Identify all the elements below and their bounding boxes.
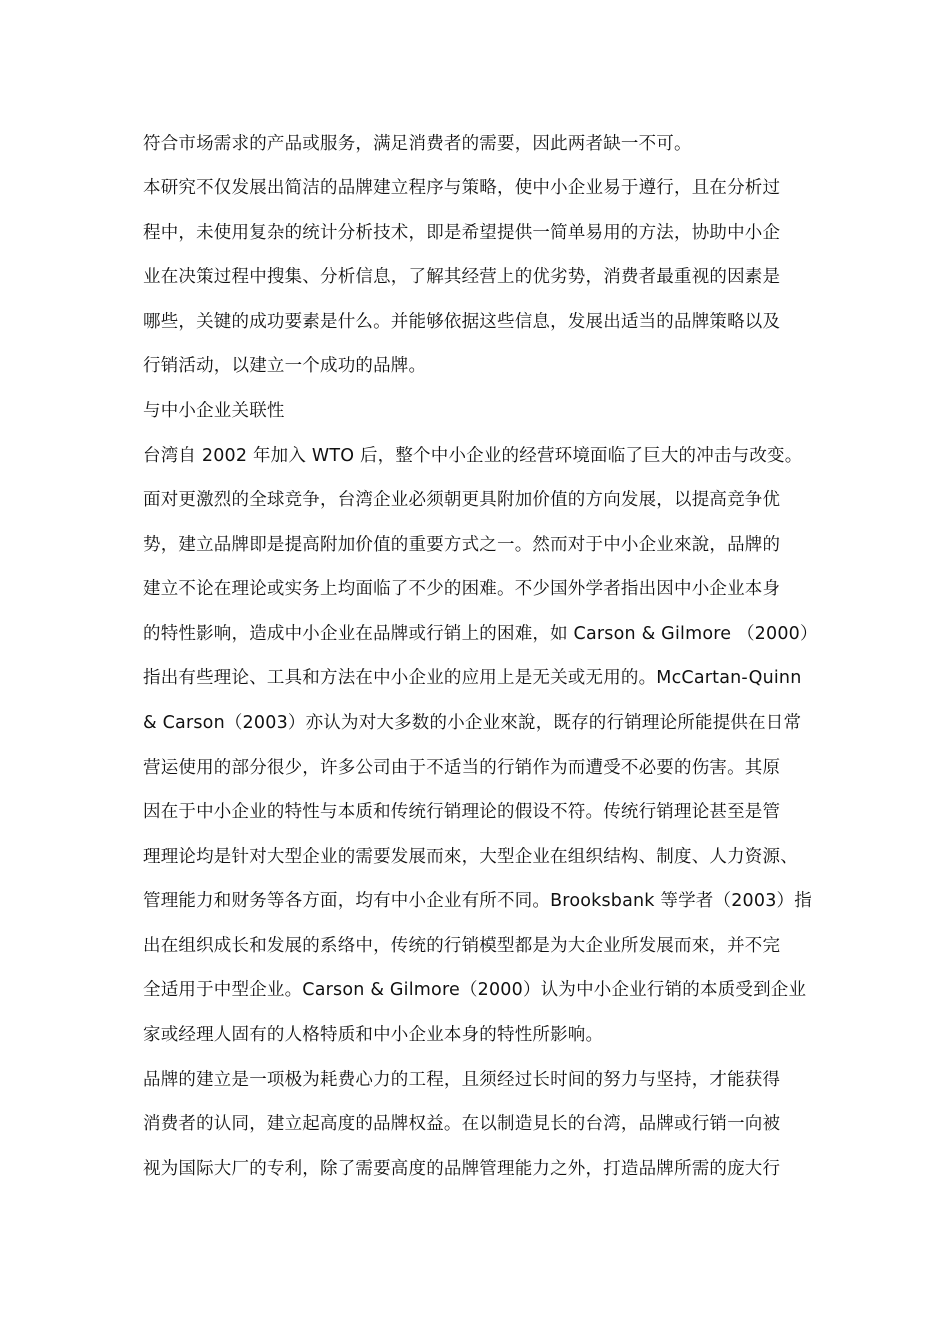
text-line: 营运使用的部分很少，许多公司由于不适当的行销作为而遭受不必要的伤害。其原 (143, 758, 781, 778)
text-line: 视为国际大厂的专利，除了需要高度的品牌管理能力之外，打造品牌所需的庞大行 (143, 1159, 781, 1179)
text-line: 建立不论在理论或实务上均面临了不少的困难。不少国外学者指出因中小企业本身 (143, 579, 781, 599)
text-line: 业在决策过程中搜集、分析信息，了解其经营上的优劣势，消费者最重视的因素是 (143, 267, 781, 287)
text-line: 理理论均是针对大型企业的需要发展而來，大型企业在组织结构、制度、人力资源、 (143, 847, 798, 867)
text-line: 台湾自 2002 年加入 WTO 后，整个中小企业的经营环境面临了巨大的冲击与改变。 (143, 446, 803, 466)
text-line: 因在于中小企业的特性与本质和传统行销理论的假设不符。传统行销理论甚至是管 (143, 802, 781, 822)
text-line: 势，建立品牌即是提高附加价值的重要方式之一。然而对于中小企业來說，品牌的 (143, 535, 781, 555)
text-line: 管理能力和财务等各方面，均有中小企业有所不同。Brooksbank 等学者（2003）指 (143, 891, 812, 911)
text-line: 品牌的建立是一项极为耗费心力的工程，且须经过长时间的努力与坚持，才能获得 (143, 1070, 781, 1090)
text-line: 符合市场需求的产品或服务，满足消费者的需要，因此两者缺一不可。 (143, 134, 692, 154)
text-line: 的特性影响，造成中小企业在品牌或行销上的困难，如 Carson & Gilmore （2000） (143, 624, 818, 644)
text-line: 指出有些理论、工具和方法在中小企业的应用上是无关或无用的。McCartan-Quinn (143, 668, 802, 688)
section-heading: 与中小企业关联性 (143, 401, 285, 421)
text-line: 消费者的认同，建立起高度的品牌权益。在以制造見长的台湾，品牌或行销一向被 (143, 1114, 781, 1134)
text-line: 全适用于中型企业。Carson & Gilmore（2000）认为中小企业行销的本质受到企业 (143, 980, 807, 1000)
text-line: 出在组织成长和发展的系络中，传统的行销模型都是为大企业所发展而來，并不完 (143, 936, 781, 956)
text-line: 行销活动，以建立一个成功的品牌。 (143, 356, 427, 376)
text-line: & Carson（2003）亦认为对大多数的小企业來說，既存的行销理论所能提供在日常 (143, 713, 802, 733)
text-line: 面对更激烈的全球竞争，台湾企业必须朝更具附加价值的方向发展，以提高竞争优 (143, 490, 781, 510)
text-line: 本研究不仅发展出简洁的品牌建立程序与策略，使中小企业易于遵行，且在分析过 (143, 178, 781, 198)
text-line: 程中，未使用复杂的统计分析技术，即是希望提供一简单易用的方法，协助中小企 (143, 223, 781, 243)
text-line: 哪些，关键的成功要素是什么。并能够依据这些信息，发展出适当的品牌策略以及 (143, 312, 781, 332)
text-line: 家或经理人固有的人格特质和中小企业本身的特性所影响。 (143, 1025, 604, 1045)
